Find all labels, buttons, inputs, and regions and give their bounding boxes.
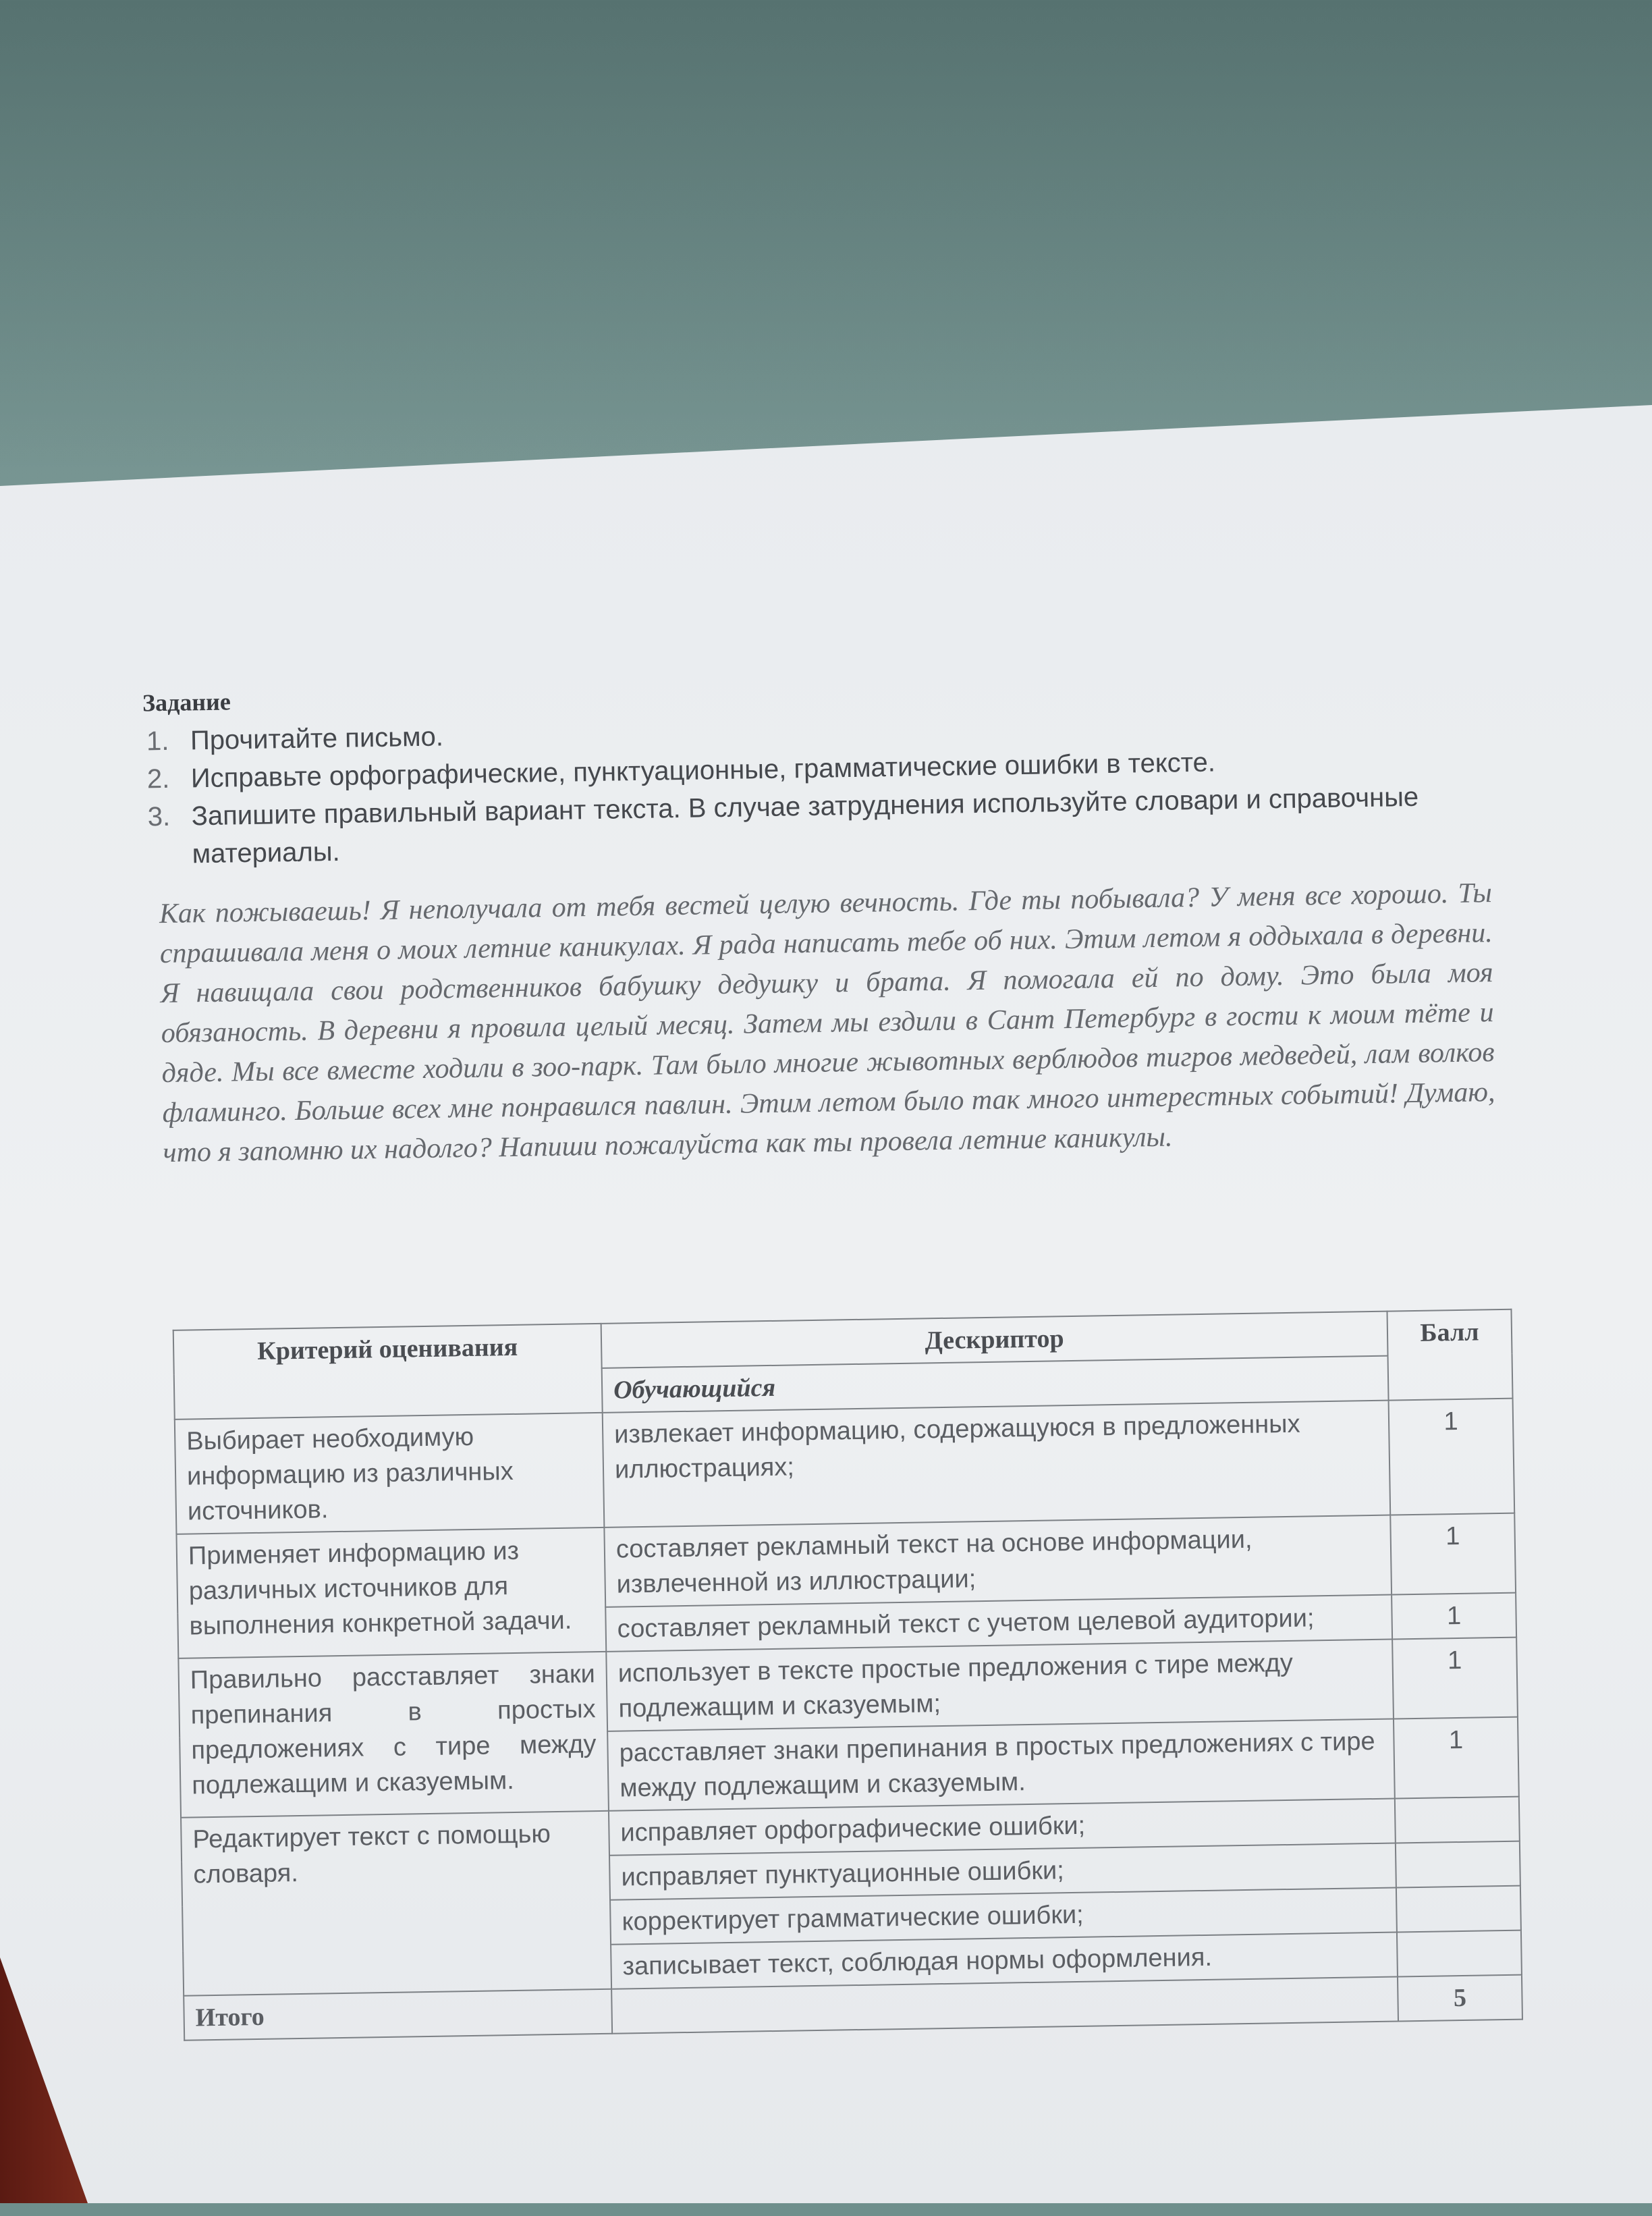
- task-title: Задание: [142, 688, 231, 717]
- descriptor-cell: составляет рекламный текст на основе информации, извлеченной из иллюстрации;: [604, 1515, 1392, 1607]
- descriptor-cell: извлекает информацию, содержащуюся в предложенных иллюстрациях;: [603, 1401, 1391, 1528]
- task-item-text: Исправьте орфографические, пунктуационные, грамматические ошибки в тексте.: [190, 747, 1216, 794]
- score-cell: 1: [1390, 1513, 1516, 1595]
- task-item-number: 3.: [147, 801, 171, 832]
- header-score: Балл: [1387, 1309, 1512, 1401]
- task-item-text: Запишите правильный вариант текста. В случае затруднения используйте словари и справочные материалы.: [191, 782, 1419, 869]
- total-label: Итого: [184, 1989, 612, 2041]
- letter-text: Как пожываешь! Я неполучала от тебя вестей целую вечность. Где ты побывала? У меня все хорошо. Ты спрашивала меня о моих летние каникулах. Я рада написать тебе об них. Этим летом я оддыхала в деревни. Я навищала свои родственников бабушку дедушку и брата. Я помогала ей по дому. Это была моя обязаность. В деревни я провила целый месяц. Затем мы ездили в Сант Петербург в гости к моим тёте и дяде. Мы все вместе ходили в зоо-парк. Там было многие жывотных верблюдов тигров медведей, лам волков фламинго. Больше всех мне понравился павлин. Этим летом было так много интерестных событий! Думаю, что я запомню их надолго? Напиши пожалуйста как ты провела летние каникулы.: [159, 877, 1495, 1169]
- score-cell: 1: [1392, 1593, 1516, 1640]
- descriptor-cell: расставляет знаки препинания в простых предложениях с тире между подлежащим и сказуемым.: [607, 1719, 1395, 1811]
- descriptor-cell: корректирует грамматические ошибки;: [610, 1887, 1397, 1944]
- descriptor-cell: записывает текст, соблюдая нормы оформления.: [611, 1932, 1398, 1989]
- descriptor-cell: использует в тексте простые предложения с тире между подлежащим и сказуемым;: [606, 1640, 1394, 1731]
- score-cell: [1396, 1841, 1520, 1888]
- score-cell: [1396, 1886, 1521, 1933]
- subheader-learner: Обучающийся: [602, 1356, 1389, 1413]
- header-descriptor: Дескриптор: [601, 1312, 1388, 1368]
- criterion-cell: Применяет информацию из различных источников для выполнения конкретной задачи.: [176, 1528, 606, 1658]
- descriptor-cell: составляет рекламный текст с учетом целевой аудитории;: [605, 1595, 1392, 1652]
- table-row: [175, 1399, 1514, 1534]
- score-cell: 1: [1389, 1399, 1515, 1515]
- criteria-table: [173, 1309, 1523, 2041]
- header-criterion: Критерий оценивания: [173, 1324, 603, 1420]
- task-item-text: Прочитайте письмо.: [190, 722, 444, 756]
- descriptor-cell: исправляет пунктуационные ошибки;: [609, 1843, 1396, 1900]
- descriptor-cell: исправляет орфографические ошибки;: [609, 1799, 1396, 1856]
- score-cell: 1: [1392, 1638, 1518, 1719]
- task-item-number: 1.: [146, 726, 169, 757]
- score-cell: 1: [1394, 1717, 1519, 1799]
- total-score: 5: [1398, 1975, 1522, 2022]
- score-cell: [1395, 1797, 1520, 1843]
- criterion-cell: Редактирует текст с помощью словаря.: [181, 1811, 611, 1996]
- task-item-number: 2.: [146, 763, 170, 794]
- task-list: [146, 703, 1431, 874]
- criterion-cell: Выбирает необходимую информацию из различных источников.: [175, 1413, 605, 1534]
- score-cell: [1397, 1930, 1522, 1977]
- criterion-cell: Правильно расставляет знаки препинания в простых предложениях с тире между подлежащим и сказуемым.: [178, 1652, 609, 1818]
